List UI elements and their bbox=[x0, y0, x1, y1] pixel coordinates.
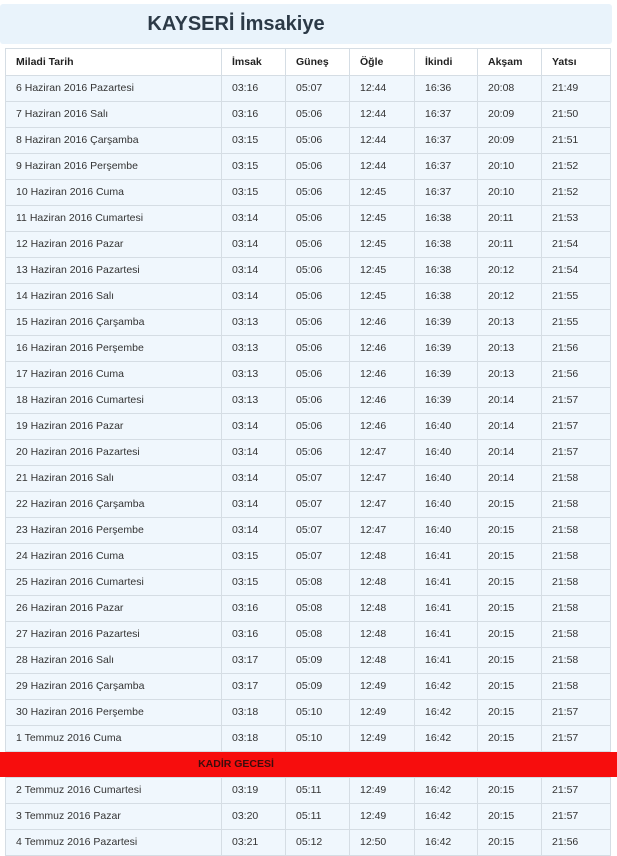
date-cell: 15 Haziran 2016 Çarşamba bbox=[5, 310, 221, 335]
gunes-cell: 05:06 bbox=[285, 206, 349, 231]
table-row bbox=[5, 180, 611, 206]
ikindi-cell: 16:38 bbox=[414, 258, 477, 283]
date-cell: 17 Haziran 2016 Cuma bbox=[5, 362, 221, 387]
imsak-cell: 03:15 bbox=[221, 180, 285, 205]
gunes-cell: 05:08 bbox=[285, 622, 349, 647]
date-cell: 24 Haziran 2016 Cuma bbox=[5, 544, 221, 569]
aksam-cell: 20:15 bbox=[477, 674, 541, 699]
aksam-cell: 20:15 bbox=[477, 544, 541, 569]
ikindi-cell: 16:38 bbox=[414, 232, 477, 257]
ogle-cell: 12:48 bbox=[349, 570, 414, 595]
table-row bbox=[5, 440, 611, 466]
table-row bbox=[5, 466, 611, 492]
yatsi-cell: 21:58 bbox=[541, 622, 611, 647]
aksam-cell: 20:15 bbox=[477, 518, 541, 543]
imsak-cell: 03:13 bbox=[221, 336, 285, 361]
ikindi-cell: 16:37 bbox=[414, 128, 477, 153]
yatsi-cell: 21:54 bbox=[541, 258, 611, 283]
table-row bbox=[5, 310, 611, 336]
gunes-cell: 05:06 bbox=[285, 180, 349, 205]
gunes-cell: 05:06 bbox=[285, 284, 349, 309]
ogle-cell: 12:48 bbox=[349, 596, 414, 621]
gunes-cell: 05:06 bbox=[285, 154, 349, 179]
ogle-cell: 12:47 bbox=[349, 466, 414, 491]
col-header-gunes: Güneş bbox=[285, 49, 349, 75]
imsak-cell: 03:19 bbox=[221, 778, 285, 803]
aksam-cell: 20:15 bbox=[477, 570, 541, 595]
yatsi-cell: 21:58 bbox=[541, 518, 611, 543]
imsak-cell: 03:18 bbox=[221, 700, 285, 725]
ikindi-cell: 16:41 bbox=[414, 596, 477, 621]
date-cell: 22 Haziran 2016 Çarşamba bbox=[5, 492, 221, 517]
aksam-cell: 20:15 bbox=[477, 778, 541, 803]
yatsi-cell: 21:58 bbox=[541, 596, 611, 621]
yatsi-cell: 21:57 bbox=[541, 804, 611, 829]
imsak-cell: 03:15 bbox=[221, 570, 285, 595]
aksam-cell: 20:15 bbox=[477, 492, 541, 517]
ogle-cell: 12:44 bbox=[349, 154, 414, 179]
gunes-cell: 05:12 bbox=[285, 830, 349, 855]
gunes-cell: 05:06 bbox=[285, 336, 349, 361]
ikindi-cell: 16:41 bbox=[414, 622, 477, 647]
ogle-cell: 12:49 bbox=[349, 700, 414, 725]
table-row bbox=[5, 804, 611, 830]
imsak-cell: 03:16 bbox=[221, 76, 285, 101]
imsak-cell: 03:17 bbox=[221, 648, 285, 673]
yatsi-cell: 21:58 bbox=[541, 492, 611, 517]
imsak-cell: 03:15 bbox=[221, 128, 285, 153]
date-cell: 30 Haziran 2016 Perşembe bbox=[5, 700, 221, 725]
imsak-cell: 03:17 bbox=[221, 674, 285, 699]
date-cell: 21 Haziran 2016 Salı bbox=[5, 466, 221, 491]
aksam-cell: 20:14 bbox=[477, 388, 541, 413]
ikindi-cell: 16:40 bbox=[414, 492, 477, 517]
gunes-cell: 05:07 bbox=[285, 76, 349, 101]
gunes-cell: 05:11 bbox=[285, 778, 349, 803]
table-row bbox=[5, 362, 611, 388]
imsak-cell: 03:14 bbox=[221, 492, 285, 517]
ogle-cell: 12:45 bbox=[349, 284, 414, 309]
col-header-yatsi: Yatsı bbox=[541, 49, 611, 75]
ogle-cell: 12:49 bbox=[349, 674, 414, 699]
ogle-cell: 12:44 bbox=[349, 76, 414, 101]
ikindi-cell: 16:39 bbox=[414, 362, 477, 387]
gunes-cell: 05:06 bbox=[285, 362, 349, 387]
date-cell: 2 Temmuz 2016 Cumartesi bbox=[5, 778, 221, 803]
date-cell: 28 Haziran 2016 Salı bbox=[5, 648, 221, 673]
yatsi-cell: 21:52 bbox=[541, 154, 611, 179]
yatsi-cell: 21:56 bbox=[541, 830, 611, 855]
date-cell: 7 Haziran 2016 Salı bbox=[5, 102, 221, 127]
ogle-cell: 12:48 bbox=[349, 622, 414, 647]
table-header-row bbox=[5, 48, 611, 76]
table-row bbox=[5, 674, 611, 700]
page-title: KAYSERİ İmsakiye bbox=[0, 4, 612, 44]
table-row bbox=[5, 284, 611, 310]
ogle-cell: 12:49 bbox=[349, 726, 414, 751]
yatsi-cell: 21:52 bbox=[541, 180, 611, 205]
yatsi-cell: 21:54 bbox=[541, 232, 611, 257]
date-cell: 13 Haziran 2016 Pazartesi bbox=[5, 258, 221, 283]
ogle-cell: 12:46 bbox=[349, 336, 414, 361]
date-cell: 18 Haziran 2016 Cumartesi bbox=[5, 388, 221, 413]
gunes-cell: 05:09 bbox=[285, 674, 349, 699]
ikindi-cell: 16:42 bbox=[414, 726, 477, 751]
ikindi-cell: 16:39 bbox=[414, 310, 477, 335]
ikindi-cell: 16:40 bbox=[414, 440, 477, 465]
aksam-cell: 20:12 bbox=[477, 258, 541, 283]
aksam-cell: 20:14 bbox=[477, 466, 541, 491]
date-cell: 3 Temmuz 2016 Pazar bbox=[5, 804, 221, 829]
yatsi-cell: 21:50 bbox=[541, 102, 611, 127]
aksam-cell: 20:15 bbox=[477, 726, 541, 751]
imsak-cell: 03:14 bbox=[221, 284, 285, 309]
aksam-cell: 20:14 bbox=[477, 440, 541, 465]
table-row bbox=[5, 258, 611, 284]
date-cell: 4 Temmuz 2016 Pazartesi bbox=[5, 830, 221, 855]
yatsi-cell: 21:58 bbox=[541, 674, 611, 699]
imsak-cell: 03:14 bbox=[221, 232, 285, 257]
ikindi-cell: 16:40 bbox=[414, 518, 477, 543]
date-cell: 1 Temmuz 2016 Cuma bbox=[5, 726, 221, 751]
imsak-cell: 03:15 bbox=[221, 544, 285, 569]
imsak-cell: 03:14 bbox=[221, 466, 285, 491]
imsak-cell: 03:15 bbox=[221, 154, 285, 179]
table-row bbox=[5, 154, 611, 180]
table-row bbox=[5, 388, 611, 414]
ikindi-cell: 16:39 bbox=[414, 336, 477, 361]
aksam-cell: 20:15 bbox=[477, 648, 541, 673]
date-cell: 8 Haziran 2016 Çarşamba bbox=[5, 128, 221, 153]
ikindi-cell: 16:37 bbox=[414, 102, 477, 127]
gunes-cell: 05:07 bbox=[285, 518, 349, 543]
aksam-cell: 20:13 bbox=[477, 336, 541, 361]
table-row bbox=[5, 102, 611, 128]
imsak-cell: 03:13 bbox=[221, 310, 285, 335]
aksam-cell: 20:15 bbox=[477, 830, 541, 855]
gunes-cell: 05:11 bbox=[285, 804, 349, 829]
imsak-cell: 03:13 bbox=[221, 388, 285, 413]
ogle-cell: 12:46 bbox=[349, 414, 414, 439]
yatsi-cell: 21:57 bbox=[541, 778, 611, 803]
aksam-cell: 20:14 bbox=[477, 414, 541, 439]
gunes-cell: 05:07 bbox=[285, 492, 349, 517]
gunes-cell: 05:10 bbox=[285, 700, 349, 725]
date-cell: 12 Haziran 2016 Pazar bbox=[5, 232, 221, 257]
table-row bbox=[5, 518, 611, 544]
yatsi-cell: 21:49 bbox=[541, 76, 611, 101]
aksam-cell: 20:08 bbox=[477, 76, 541, 101]
yatsi-cell: 21:58 bbox=[541, 648, 611, 673]
table-row bbox=[5, 336, 611, 362]
table-row bbox=[5, 622, 611, 648]
date-cell: 27 Haziran 2016 Pazartesi bbox=[5, 622, 221, 647]
aksam-cell: 20:11 bbox=[477, 206, 541, 231]
ikindi-cell: 16:37 bbox=[414, 180, 477, 205]
ogle-cell: 12:47 bbox=[349, 492, 414, 517]
ogle-cell: 12:45 bbox=[349, 232, 414, 257]
date-cell: 23 Haziran 2016 Perşembe bbox=[5, 518, 221, 543]
yatsi-cell: 21:58 bbox=[541, 570, 611, 595]
imsak-cell: 03:21 bbox=[221, 830, 285, 855]
col-header-miladi-tarih: Miladi Tarih bbox=[5, 49, 221, 75]
imsak-cell: 03:20 bbox=[221, 804, 285, 829]
table-row bbox=[5, 206, 611, 232]
table-row bbox=[5, 492, 611, 518]
imsakiye-table bbox=[0, 48, 617, 856]
imsak-cell: 03:16 bbox=[221, 596, 285, 621]
ogle-cell: 12:49 bbox=[349, 804, 414, 829]
aksam-cell: 20:10 bbox=[477, 180, 541, 205]
ogle-cell: 12:45 bbox=[349, 206, 414, 231]
gunes-cell: 05:06 bbox=[285, 102, 349, 127]
yatsi-cell: 21:55 bbox=[541, 284, 611, 309]
yatsi-cell: 21:57 bbox=[541, 414, 611, 439]
table-row bbox=[5, 544, 611, 570]
gunes-cell: 05:08 bbox=[285, 596, 349, 621]
aksam-cell: 20:09 bbox=[477, 128, 541, 153]
table-row bbox=[5, 596, 611, 622]
imsakiye-table-body bbox=[0, 76, 617, 856]
date-cell: 6 Haziran 2016 Pazartesi bbox=[5, 76, 221, 101]
ikindi-cell: 16:41 bbox=[414, 570, 477, 595]
ikindi-cell: 16:37 bbox=[414, 154, 477, 179]
table-row bbox=[5, 777, 611, 804]
date-cell: 11 Haziran 2016 Cumartesi bbox=[5, 206, 221, 231]
yatsi-cell: 21:55 bbox=[541, 310, 611, 335]
ikindi-cell: 16:41 bbox=[414, 544, 477, 569]
yatsi-cell: 21:57 bbox=[541, 388, 611, 413]
yatsi-cell: 21:58 bbox=[541, 544, 611, 569]
gunes-cell: 05:06 bbox=[285, 232, 349, 257]
aksam-cell: 20:15 bbox=[477, 804, 541, 829]
ikindi-cell: 16:38 bbox=[414, 206, 477, 231]
aksam-cell: 20:10 bbox=[477, 154, 541, 179]
ikindi-cell: 16:42 bbox=[414, 778, 477, 803]
gunes-cell: 05:06 bbox=[285, 258, 349, 283]
gunes-cell: 05:07 bbox=[285, 544, 349, 569]
ikindi-cell: 16:41 bbox=[414, 648, 477, 673]
ogle-cell: 12:49 bbox=[349, 778, 414, 803]
imsak-cell: 03:13 bbox=[221, 362, 285, 387]
ogle-cell: 12:48 bbox=[349, 648, 414, 673]
yatsi-cell: 21:56 bbox=[541, 362, 611, 387]
gunes-cell: 05:06 bbox=[285, 388, 349, 413]
date-cell: 20 Haziran 2016 Pazartesi bbox=[5, 440, 221, 465]
aksam-cell: 20:13 bbox=[477, 310, 541, 335]
aksam-cell: 20:15 bbox=[477, 700, 541, 725]
ogle-cell: 12:44 bbox=[349, 102, 414, 127]
date-cell: 16 Haziran 2016 Perşembe bbox=[5, 336, 221, 361]
gunes-cell: 05:07 bbox=[285, 466, 349, 491]
yatsi-cell: 21:53 bbox=[541, 206, 611, 231]
ogle-cell: 12:45 bbox=[349, 258, 414, 283]
aksam-cell: 20:15 bbox=[477, 622, 541, 647]
table-row bbox=[5, 232, 611, 258]
page bbox=[0, 4, 617, 856]
table-row bbox=[5, 700, 611, 726]
aksam-cell: 20:15 bbox=[477, 596, 541, 621]
ogle-cell: 12:44 bbox=[349, 128, 414, 153]
gunes-cell: 05:06 bbox=[285, 310, 349, 335]
ogle-cell: 12:50 bbox=[349, 830, 414, 855]
gunes-cell: 05:08 bbox=[285, 570, 349, 595]
gunes-cell: 05:06 bbox=[285, 414, 349, 439]
kadir-gecesi-banner: KADİR GECESİ bbox=[0, 752, 617, 777]
ikindi-cell: 16:38 bbox=[414, 284, 477, 309]
imsak-cell: 03:14 bbox=[221, 518, 285, 543]
table-row bbox=[5, 726, 611, 752]
ikindi-cell: 16:40 bbox=[414, 466, 477, 491]
date-cell: 14 Haziran 2016 Salı bbox=[5, 284, 221, 309]
yatsi-cell: 21:57 bbox=[541, 440, 611, 465]
ogle-cell: 12:46 bbox=[349, 362, 414, 387]
imsak-cell: 03:14 bbox=[221, 258, 285, 283]
imsak-cell: 03:16 bbox=[221, 622, 285, 647]
col-header-imsak: İmsak bbox=[221, 49, 285, 75]
gunes-cell: 05:06 bbox=[285, 440, 349, 465]
table-row bbox=[5, 648, 611, 674]
ikindi-cell: 16:36 bbox=[414, 76, 477, 101]
gunes-cell: 05:09 bbox=[285, 648, 349, 673]
aksam-cell: 20:09 bbox=[477, 102, 541, 127]
ikindi-cell: 16:42 bbox=[414, 804, 477, 829]
imsak-cell: 03:18 bbox=[221, 726, 285, 751]
yatsi-cell: 21:57 bbox=[541, 700, 611, 725]
table-row bbox=[5, 128, 611, 154]
date-cell: 10 Haziran 2016 Cuma bbox=[5, 180, 221, 205]
ogle-cell: 12:46 bbox=[349, 388, 414, 413]
date-cell: 9 Haziran 2016 Perşembe bbox=[5, 154, 221, 179]
yatsi-cell: 21:58 bbox=[541, 466, 611, 491]
ikindi-cell: 16:40 bbox=[414, 414, 477, 439]
ogle-cell: 12:47 bbox=[349, 440, 414, 465]
table-row bbox=[5, 76, 611, 102]
col-header-ogle: Öğle bbox=[349, 49, 414, 75]
imsak-cell: 03:16 bbox=[221, 102, 285, 127]
aksam-cell: 20:11 bbox=[477, 232, 541, 257]
ogle-cell: 12:48 bbox=[349, 544, 414, 569]
aksam-cell: 20:13 bbox=[477, 362, 541, 387]
ikindi-cell: 16:42 bbox=[414, 700, 477, 725]
yatsi-cell: 21:51 bbox=[541, 128, 611, 153]
ikindi-cell: 16:42 bbox=[414, 830, 477, 855]
date-cell: 19 Haziran 2016 Pazar bbox=[5, 414, 221, 439]
yatsi-cell: 21:57 bbox=[541, 726, 611, 751]
gunes-cell: 05:10 bbox=[285, 726, 349, 751]
gunes-cell: 05:06 bbox=[285, 128, 349, 153]
col-header-ikindi: İkindi bbox=[414, 49, 477, 75]
ikindi-cell: 16:39 bbox=[414, 388, 477, 413]
table-row bbox=[5, 830, 611, 856]
yatsi-cell: 21:56 bbox=[541, 336, 611, 361]
imsak-cell: 03:14 bbox=[221, 206, 285, 231]
date-cell: 29 Haziran 2016 Çarşamba bbox=[5, 674, 221, 699]
date-cell: 25 Haziran 2016 Cumartesi bbox=[5, 570, 221, 595]
date-cell: 26 Haziran 2016 Pazar bbox=[5, 596, 221, 621]
aksam-cell: 20:12 bbox=[477, 284, 541, 309]
ikindi-cell: 16:42 bbox=[414, 674, 477, 699]
ogle-cell: 12:47 bbox=[349, 518, 414, 543]
ogle-cell: 12:45 bbox=[349, 180, 414, 205]
table-row bbox=[5, 414, 611, 440]
imsak-cell: 03:14 bbox=[221, 414, 285, 439]
col-header-aksam: Akşam bbox=[477, 49, 541, 75]
table-row bbox=[5, 570, 611, 596]
imsak-cell: 03:14 bbox=[221, 440, 285, 465]
ogle-cell: 12:46 bbox=[349, 310, 414, 335]
